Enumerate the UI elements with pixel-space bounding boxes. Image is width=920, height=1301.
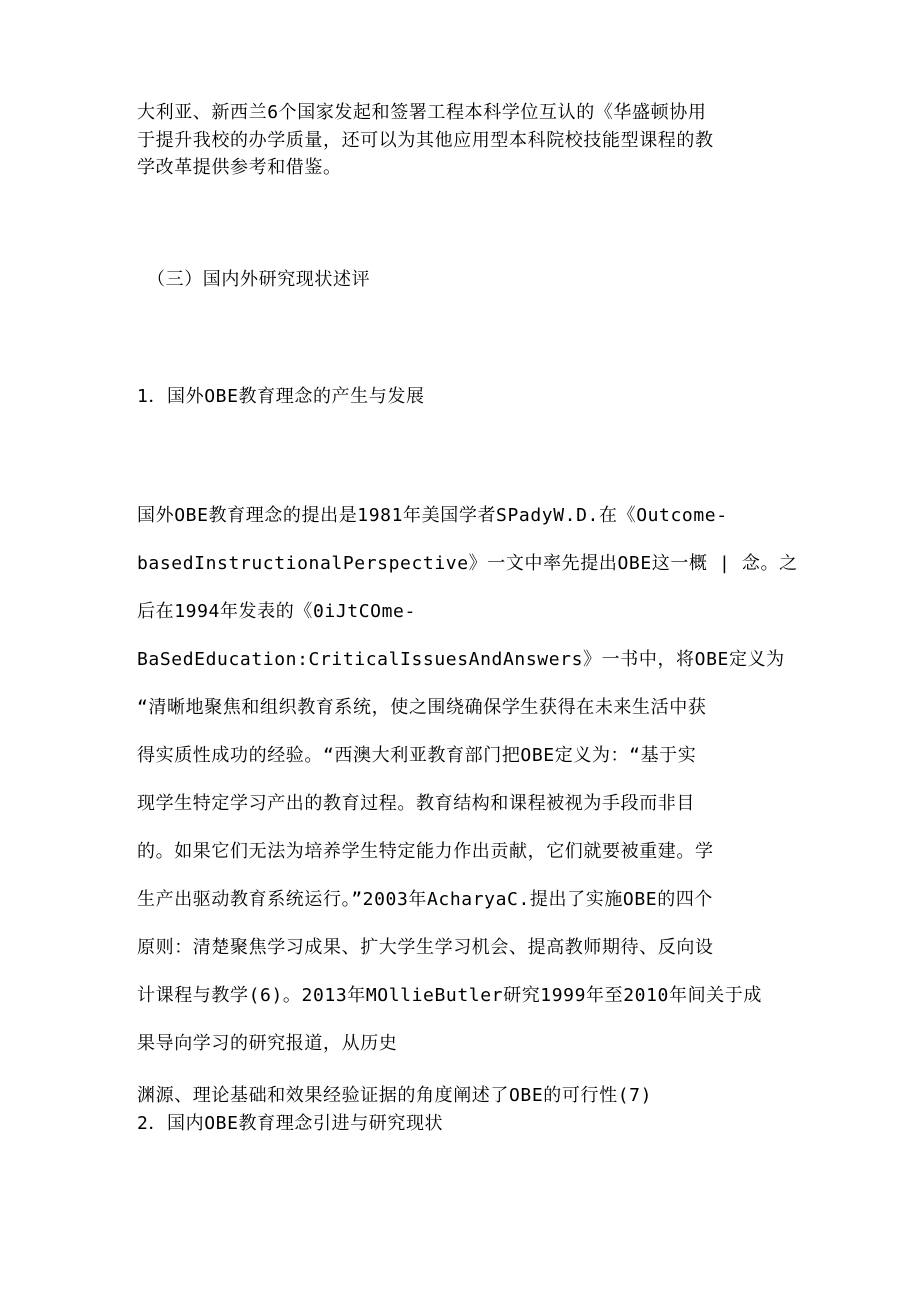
section-heading: （三）国内外研究现状述评 <box>147 269 371 290</box>
intro-line-1: 大利亚、新西兰6个国家发起和签署工程本科学位互认的《华盛顿协用 <box>137 102 707 123</box>
subsection-1-heading: 1．国外OBE教育理念的产生与发展 <box>137 386 425 407</box>
body-line-13: 渊源、理论基础和效果经验证据的角度阐述了OBE的可行性(7) <box>137 1085 653 1106</box>
body-line-10: 原则：清楚聚焦学习成果、扩大学生学习机会、提高教师期待、反向设 <box>137 937 714 958</box>
intro-line-2: 于提升我校的办学质量，还可以为其他应用型本科院校技能型课程的教 <box>137 130 714 151</box>
subsection-2-heading: 2．国内OBE教育理念引进与研究现状 <box>137 1113 444 1134</box>
body-line-11: 计课程与教学(6)。2013年MOllieButler研究1999年至2010年间关于成 <box>137 985 762 1006</box>
body-line-2: basedInstructionalPerspective》一文中率先提出OBE这一概 | 念。之 <box>137 553 798 574</box>
body-line-1: 国外OBE教育理念的提出是1981年美国学者SPadyW.D.在《Outcome- <box>137 505 728 526</box>
body-line-12: 果导向学习的研究报道，从历史 <box>137 1033 398 1054</box>
intro-line-3: 学改革提供参考和借鉴。 <box>137 157 342 178</box>
body-line-3: 后在1994年发表的《0iJtCOme- <box>137 601 416 622</box>
body-line-6: 得实质性成功的经验。“西澳大利亚教育部门把OBE定义为：“基于实 <box>137 745 697 766</box>
body-line-7: 现学生特定学习产出的教育过程。教育结构和课程被视为手段而非目 <box>137 793 695 814</box>
body-line-9: 生产出驱动教育系统运行。”2003年AcharyaC.提出了实施OBE的四个 <box>137 889 714 910</box>
body-line-4: BaSedEducation:CriticalIssuesAndAnswers》一书中，将OBE定义为 <box>137 649 785 670</box>
body-line-5: “清晰地聚焦和组织教育系统，使之围绕确保学生获得在未来生活中获 <box>137 697 707 718</box>
body-line-8: 的。如果它们无法为培养学生特定能力作出贡献，它们就要被重建。学 <box>137 841 714 862</box>
